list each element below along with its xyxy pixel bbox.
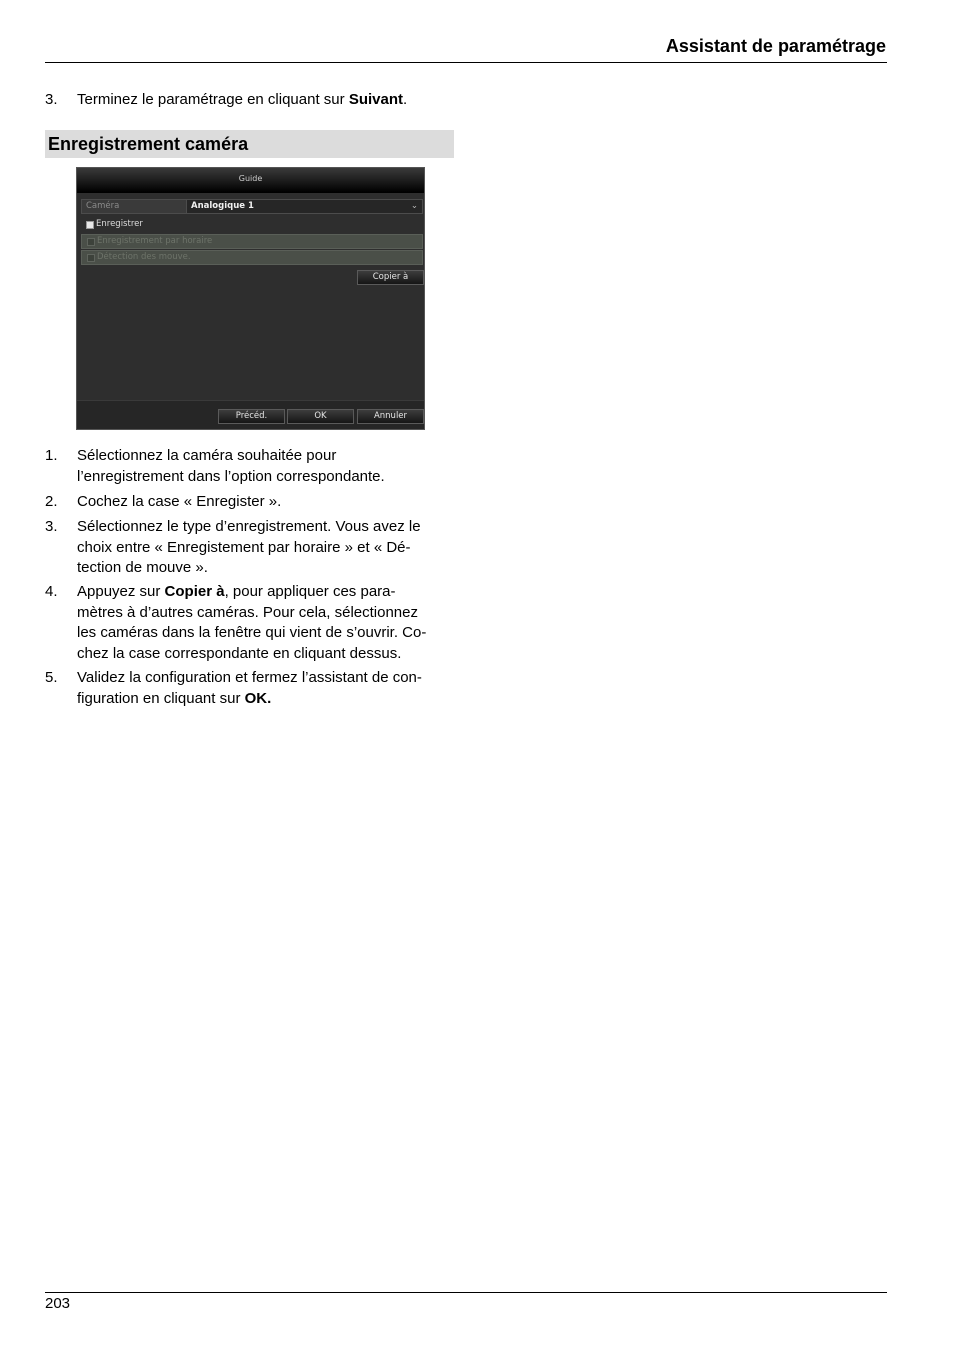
step-number: 3. xyxy=(45,91,58,108)
step-text: Terminez le paramétrage en cliquant sur Suivant. xyxy=(77,91,408,108)
dvr-option-label: Détection des mouve. xyxy=(97,252,191,262)
dvr-window-title: Guide xyxy=(77,168,424,193)
page-number: 203 xyxy=(45,1295,71,1312)
checkbox-icon xyxy=(87,254,95,262)
dvr-option-schedule xyxy=(81,234,423,249)
step-text: Sélectionnez la caméra souhaitée pour l’enregistrement dans l’option correspondante. xyxy=(77,447,385,485)
page-header-title: Assistant de paramétrage xyxy=(665,36,886,56)
dvr-camera-row xyxy=(81,199,423,214)
header-rule xyxy=(45,62,887,63)
step-number: 3. xyxy=(45,518,58,535)
dvr-option-motion xyxy=(81,250,423,265)
step-3 xyxy=(45,517,455,579)
step-number: 4. xyxy=(45,583,58,600)
dvr-camera-label: Caméra xyxy=(86,201,120,211)
step-5 xyxy=(45,668,455,709)
chevron-down-icon: ⌄ xyxy=(410,201,418,211)
step-2 xyxy=(45,492,455,513)
step-text: Sélectionnez le type d’enregistrement. Vous avez le choix entre « Enregistement par horaire » et « Dé- tection de mouve ». xyxy=(77,518,421,576)
previous-button[interactable]: Précéd. xyxy=(218,409,285,424)
section-heading: Enregistrement caméra xyxy=(45,130,454,158)
dvr-guide-screenshot xyxy=(76,167,425,430)
dvr-camera-value: Analogique 1 xyxy=(191,201,254,211)
step-text: Validez la configuration et fermez l’assistant de con- figuration en cliquant sur OK. xyxy=(77,669,422,707)
checkbox-icon xyxy=(87,238,95,246)
step-text: Appuyez sur Copier à, pour appliquer ces para- mètres à d’autres caméras. Pour cela, sélectionnez les caméras dans la fenêtre qui vient de s’ouvrir. Co- chez la case correspondante en cliquant dessus. xyxy=(77,583,427,662)
dvr-option-record[interactable] xyxy=(81,218,423,233)
checkbox-icon[interactable] xyxy=(86,221,94,229)
step-number: 5. xyxy=(45,669,58,686)
step-4 xyxy=(45,582,455,664)
step-text: Cochez la case « Enregister ». xyxy=(77,493,282,510)
copy-to-button[interactable]: Copier à xyxy=(357,270,424,285)
footer-rule xyxy=(45,1292,887,1293)
step-number: 1. xyxy=(45,447,58,464)
dvr-option-label: Enregistrer xyxy=(96,219,143,229)
step-1 xyxy=(45,446,455,487)
intro-step xyxy=(45,90,455,111)
dvr-camera-select[interactable] xyxy=(186,200,422,213)
step-number: 2. xyxy=(45,493,58,510)
dvr-option-label: Enregistrement par horaire xyxy=(97,236,213,246)
cancel-button[interactable]: Annuler xyxy=(357,409,424,424)
ok-button[interactable]: OK xyxy=(287,409,354,424)
